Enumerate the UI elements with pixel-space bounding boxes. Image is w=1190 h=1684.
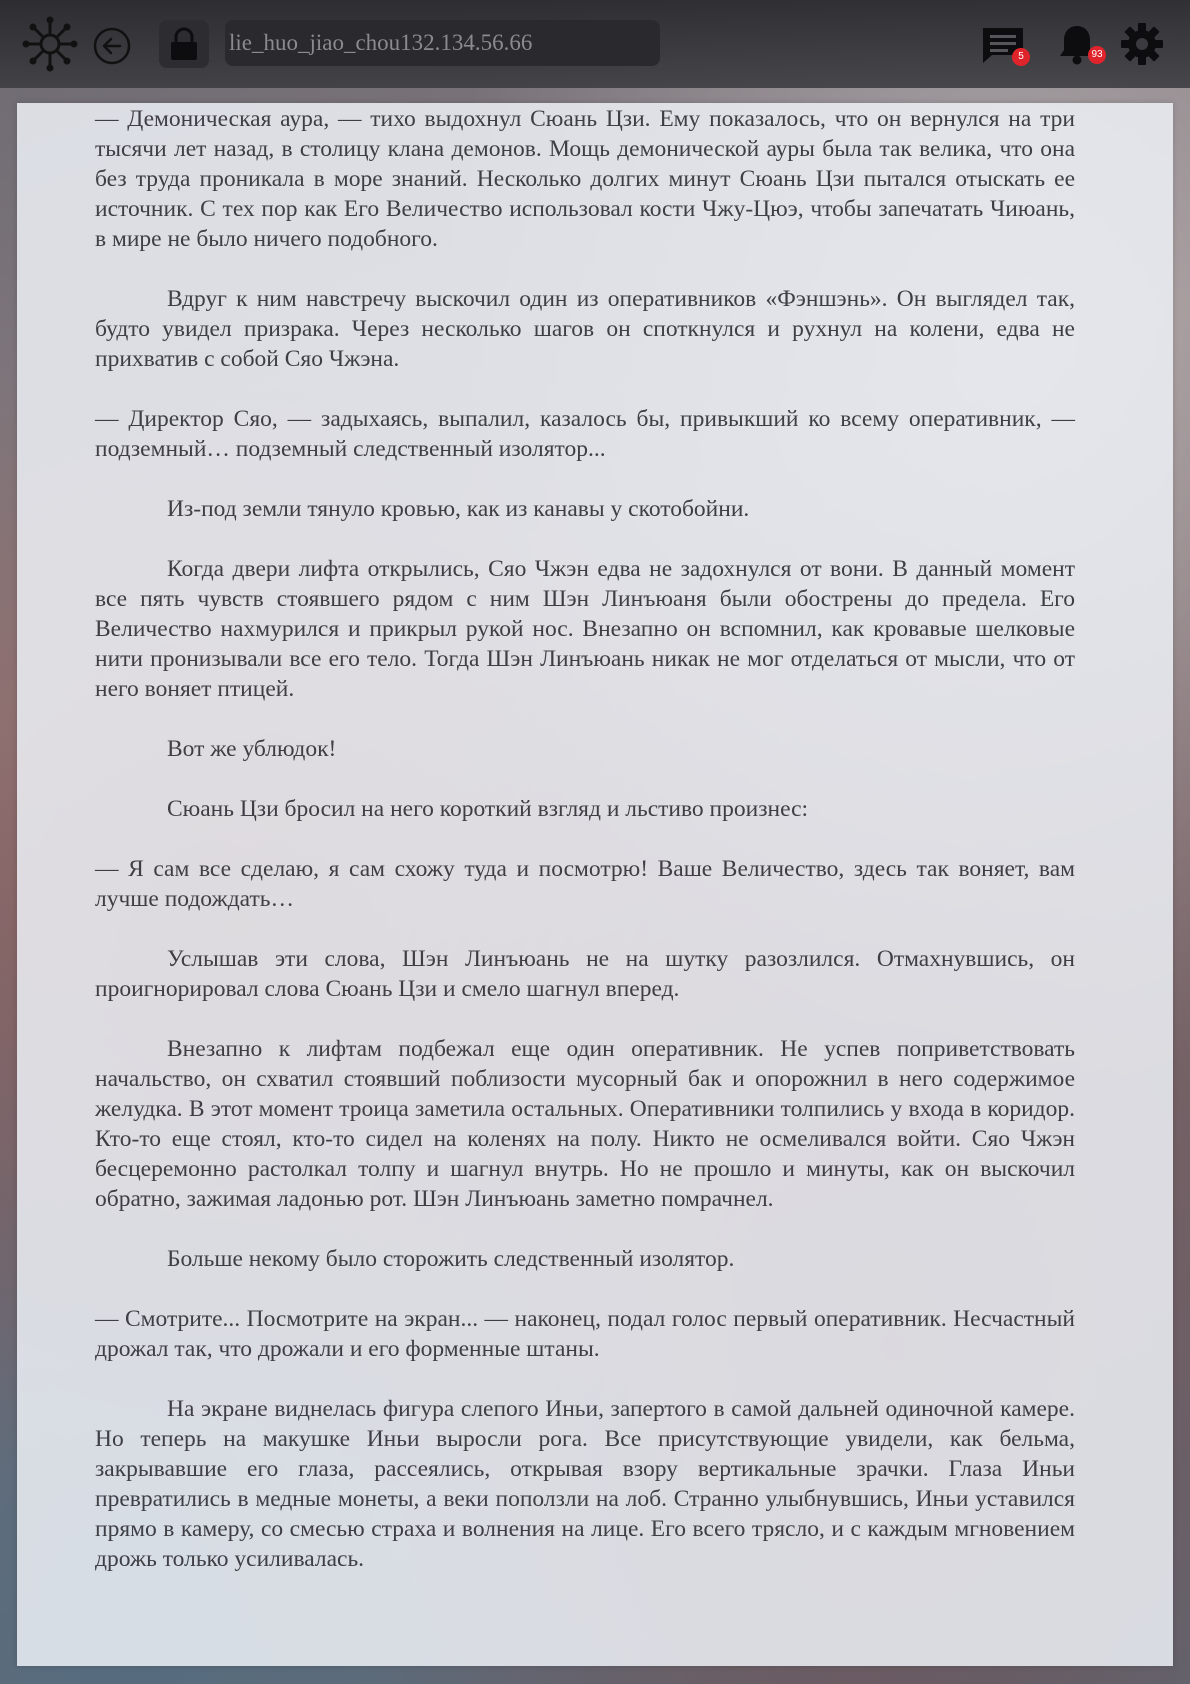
notifications-bell-icon[interactable] xyxy=(1054,20,1103,68)
paragraph: Внезапно к лифтам подбежал еще один оперативник. Не успев поприветствовать начальство, он схватил стоявший поблизости мусорный бак и опорожнил в него содержимое желудка. В этот момент троица заметила остальных. Оперативники толпились у входа в коридор. Кто-то еще стоял, кто-то сидел на коленях на полу. Никто не осмеливался войти. Сяо Чжэн бесцеремонно растолкал толпу и шагнул внутрь. Но не прошло и минуты, как он выскочил обратно, зажимая ладонью рот. Шэн Линъюань заметно помрачнел. xyxy=(95,1036,1075,1212)
paragraph: Вот же ублюдок! xyxy=(167,736,337,762)
paragraph: Когда двери лифта открылись, Сяо Чжэн едва не задохнулся от вони. В данный момент все пять чувств стоявшего рядом с ним Шэн Линъюаня были обострены до предела. Его Величество нахмурился и прикрыл рукой нос. Внезапно он вспомнил, как кровавые шелковые нити пронизывали все его тело. Тогда Шэн Линъюань никак не мог отделаться от мысли, что от него воняет птицей. xyxy=(95,556,1075,702)
paragraph: — Директор Сяо, — задыхаясь, выпалил, казалось бы, привыкший ко всему оперативник, — подземный… подземный следственный изолятор... xyxy=(95,406,1075,462)
paragraph: Сюань Цзи бросил на него короткий взгляд и льстиво произнес: xyxy=(167,796,809,822)
paragraph: На экране виднелась фигура слепого Иньи, запертого в самой дальней одиночной камере. Но теперь на макушке Иньи выросли рога. Все присутствующие увидели, как бельма, закрывавшие его глаза, рассеялись, открывая взору вертикальные зрачки. Глаза Иньи превратились в медные монеты, а веки поползли на лоб. Странно улыбнувшись, Иньи уставился прямо в камеру, со смесью страха и волнения на лице. Его всего трясло, и с каждым мгновением дрожь только усиливалась. xyxy=(95,1396,1075,1572)
paragraph: — Смотрите... Посмотрите на экран... — наконец, подал голос первый оперативник. Несчастный дрожал так, что дрожали и его форменные штаны. xyxy=(95,1306,1075,1362)
paragraph: — Я сам все сделаю, я сам схожу туда и посмотрю! Ваше Величество, здесь так воняет, вам лучше подождать… xyxy=(95,856,1075,912)
top-toolbar xyxy=(0,0,1190,88)
messages-icon[interactable] xyxy=(978,22,1028,68)
gear-icon[interactable] xyxy=(1118,20,1166,68)
paragraph: Больше некому было сторожить следственный изолятор. xyxy=(167,1246,735,1272)
chapter-text xyxy=(95,104,1075,1604)
paragraph: Вдруг к ним навстречу выскочил один из оперативников «Фэншэнь». Он выглядел так, будто увидел призрака. Через несколько шагов он споткнулся и рухнул на колени, едва не прихватив с собой Сяо Чжэна. xyxy=(95,286,1075,372)
paragraph: Услышав эти слова, Шэн Линъюань не на шутку разозлился. Отмахнувшись, он проигнорировал слова Сюань Цзи и смело шагнул вперед. xyxy=(95,946,1075,1002)
lock-icon[interactable] xyxy=(159,20,209,68)
paragraph: Из-под земли тянуло кровью, как из канавы у скотобойни. xyxy=(167,496,750,522)
back-arrow-icon[interactable] xyxy=(92,26,132,66)
address-bar[interactable]: lie_huo_jiao_chou132.134.56.66 xyxy=(225,20,660,66)
reading-page xyxy=(17,103,1173,1666)
notifications-badge: 93 xyxy=(1088,46,1106,64)
messages-badge: 5 xyxy=(1012,48,1030,66)
paragraph: — Демоническая аура, — тихо выдохнул Сюань Цзи. Ему показалось, что он вернулся на три тысячи лет назад, в столицу клана демонов. Мощь демонической ауры была так велика, что она без труда проникала в море знаний. Несколько долгих минут Сюань Цзи пытался отыскать ее источник. С тех пор как Его Величество использовал кости Чжу-Цюэ, чтобы запечатать Чиюань, в мире не было ничего подобного. xyxy=(95,106,1075,252)
sun-network-icon[interactable] xyxy=(22,16,78,72)
